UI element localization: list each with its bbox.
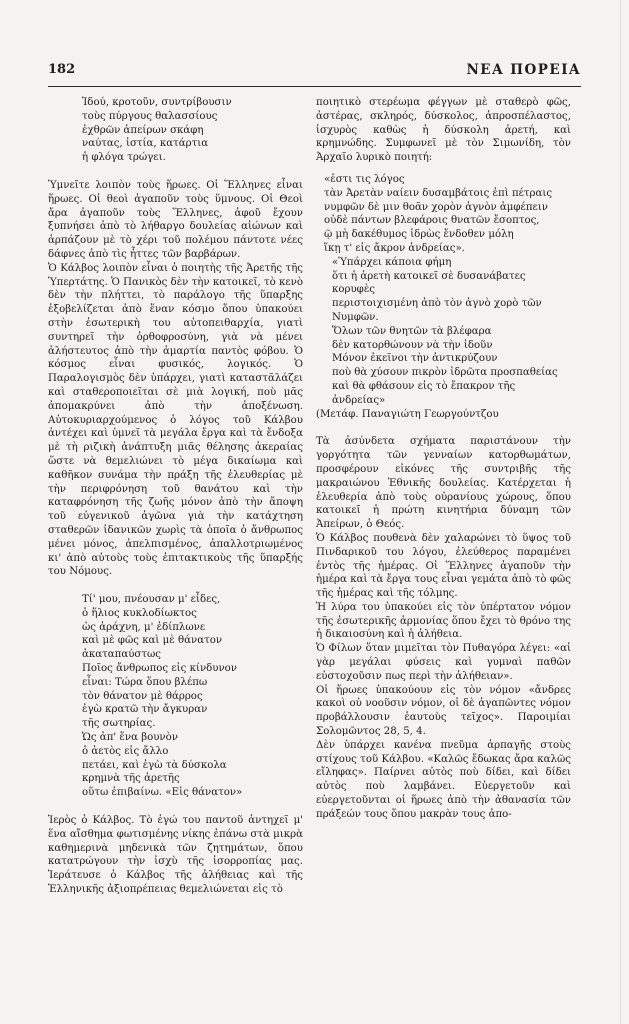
verse-excerpt-1: Ἰδού, κροτοῦν, συντρίβουσιν τοὺς πύργους θαλασσίους ἐχθρῶν ἀπείρων σκάφη ναύτας, ἱστία, κατάρτια ἡ φλόγα τρώγει. (82, 97, 232, 164)
right-column (316, 96, 571, 822)
simonides-translation: «Ὑπάρχει κάποια φήμη ὅτι ἡ ἀρετὴ κατοικεῖ σὲ δυσανάβατες κορυφὲς περιστοιχισμένη ἀπὸ τὸν ἁγνὸ χορὸ τῶν Νυμφῶν. Ὅλων τῶν θνητῶν τὰ βλέφαρα δὲν κατορθώνουν νὰ τὴν ἰδοῦν Μόνον ἐκεῖνοι τὴν ἀντικρύζουν ποὺ θὰ χύσουν πικρὸν ἱδρῶτα προσπαθείας καὶ θὰ φθάσουν εἰς τὸ ἔπακρον τῆς ἀνδρείας» (332, 256, 558, 406)
simonides-quote: «ἐστι τις λόγος τὰν Ἀρετὰν ναίειν δυσαμβάτοις ἐπὶ πέτραις νυμφῶν δὲ μιν θοᾶν χορὸν ἁγνὸν ἀμφέπειν οὐδὲ πάντων βλεφάροις θνατῶν ἔσοπτος, ῷ μὴ δακέθυμος ἱδρὼς ἔνδοθεν μόλη ἵκῃ τ' εἰς ἄκρον ἀνδρείας». (324, 173, 553, 254)
paragraph-pindaric: Ὁ Κάλβος πουθενὰ δὲν χαλαρώνει τὸ ὕψος τοῦ Πινδαρικοῦ του λόγου, ἐλεύθερος παραμένει ἐντὸς τῆς ἡμέρας. Οἱ Ἕλληνες ἀγαποῦν τὴν ἡμέρα καὶ τὰ ἔργα τους εἶναι γεμάτα ἀπὸ τὸ φῶς τῆς ἡμέρας καὶ τῆς τόλμης. (316, 532, 571, 600)
paragraph-kalvos-virtue: Ὁ Κάλβος λοιπὸν εἶναι ὁ ποιητὴς τῆς Ἀρετῆς τῆς Ὑπερτάτης. Ὁ Πανικὸς δὲν τὴν κατοικεῖ, τὸ κενὸ δὲν τὴν πλήττει, τὸ παράλογο τῆς ὕπαρξης ἐξοβελίζεται ἀπὸ ἕναν κόσμο ὅπου ὑπακούει στὴν ἐσωτερικὴ του αὐτοπειθαρχία, γιατὶ συντηρεῖ τὴν ὀρθοφροσύνη, γιὰ νὰ μένει ἀλήστευτος ἀπὸ τὴν ἁμαρτία παντὸς φόβου. Ὁ κόσμος εἶναι φυσικός, λογικός. Ὁ Παραλογισμὸς δὲν ὑπάρχει, γιατὶ καταστᾶλάζει καὶ σταθεροποιεῖται σὲ μιὰ λογική, ποὺ μᾶς ἀπομακρύνει ἀπὸ τὴν ἀποξένωση. Αὐτοκυριαρχούμενος ὁ λόγος τοῦ Κάλβου ἀντέχει καὶ ὑμνεῖ τὰ μεγάλα ἔργα καὶ τὰ ἔνδοξα μὲ τὴ ριζικὴ ἀνάπτυξη μιᾶς θέλησης ἀκεραίας ὥστε νὰ θεμελιώνει τὸ μέγα δικαίωμα καὶ καθῆκον συνάμα τὴν πράξη τῆς ἐλευθερίας μὲ τὴν περιφρόνηση τοῦ θανάτου καὶ τὴν καταφρόνηση τῆς ζωῆς μόνον ἀπὸ τὴν ἄποψη τοῦ εὐγενικοῦ ἀγῶνα γιὰ τὴν κατάχτηση σταθερῶν ἰδανικῶν χωρὶς τὰ ὁποῖα ὁ ἄνθρωπος μένει μόνος, ἀπελπισμένος, ἀπαλλοτριωμένος κι' ἀπὸ αὐτοὺς τοὺς ἐπιτακτικοὺς τῆς ὕπαρξής του Νόμους. (48, 262, 303, 578)
paragraph-heroes: Ὑμνεῖτε λοιπὸν τοὺς ἥρωες. Οἱ Ἕλληνες εἶναι ἥρωες. Οἱ θεοὶ ἀγαποῦν τοὺς ὕμνους. Οἱ Θεοὶ ἄρα ἀγαποῦν τοὺς Ἕλληνες, ἀφοῦ ἔχουν ξυπνήσει ἀπὸ τὸ λήθαργο δουλείας αἰώνων καὶ ἁρπάζουν μὲ τὸ χέρι τοῦ πολέμου πάντοτε νέες δάφνες ἀπὸ τὶς ἧττες τῶν βαρβάρων. (48, 179, 303, 260)
paragraph-sacred-kalvos: Ἱερὸς ὁ Κάλβος. Τὸ ἐγώ του παντοῦ ἀντηχεῖ μ' ἕνα αἴσθημα φωτισμένης νίκης ἐπάνω στὰ μικρὰ καθημερινὰ μηδενικὰ τῶν ζητημάτων, ὅπου κατατρώγουν τὴν ἰσχὺ τῆς ἰσορροπίας μας. Ἱεράτευσε ὁ Κάλβος τῆς ἀλήθειας καὶ τῆς Ἑλληνικῆς ἀξιοπρέπειας θεμελιώνεται εἰς τὸ (48, 815, 303, 896)
verse-excerpt-death: Τί' μου, πνέουσαν μ' εἶδες, ὁ ἥλιος κυκλοδίωκτος ὡς ἀράχνη, μ' ἐδίπλωνε καὶ μὲ φῶς καὶ μὲ θάνατον ἀκαταπαύστως Ποῖος ἄνθρωπος εἰς κίνδυνον εἶναι: Τώρα ὅπου βλέπω τὸν θάνατον μὲ θάρρος ἐγὼ κρατῶ τὴν ἄγκυραν τῆς σωτηρίας. Ὡς ἀπ' ἕνα βουνὸν ὁ ἀετὸς εἰς ἄλλο πετάει, καὶ ἐγὼ τὰ δύσκολα κρημνὰ τῆς ἀρετῆς οὕτω ἐπιβαίνω. «Εἰς θάνατον» (82, 594, 243, 799)
translator-credit: (Μετάφ. Παναγιώτη Γεωργούντζου (316, 408, 499, 420)
running-title: ΝΕΑ ΠΟΡΕΙΑ (466, 62, 581, 78)
paragraph-poetic-firmament: ποιητικὸ στερέωμα φέγγων μὲ σταθερὸ φῶς, ἀστέρας, σκληρός, δύσκολος, ἀπροσπέλαστος, ἰσχυρὸς καθὼς ἡ δύσκολη ἀρετή, καὶ κρημνώδης. Συμφωνεῖ μὲ τὸν Σιμωνίδη, τὸν Ἀρχαῖο λυρικὸ ποιητή: (316, 97, 571, 164)
paragraph-heroes-law: Οἱ ἥρωες ὑπακούουν εἰς τὸν νόμον «ἄνδρες κακοὶ οὐ νοοῦσιν νόμον, οἱ δὲ ἀγαπῶντες νόμον προβάλλουσιν ἑαυτοὺς τεῖχος». Παροιμίαι Σολομῶντος 28, 5, 4. (316, 684, 571, 738)
page-header (48, 62, 581, 84)
left-column (48, 96, 303, 897)
paragraph-philo: Ὁ Φίλων ὅταν μιμεῖται τὸν Πυθαγόρα λέγει: «αἱ γὰρ μεγάλαι φύσεις καὶ γυμναὶ παθῶν εὐστοχοῦσιν πως περὶ τὴν ἀλήθειαν». (316, 643, 571, 682)
paragraph-asyndeton: Τὰ ἀσύνδετα σχήματα παριστάνουν τὴν γοργότητα τῶν γενναίων κατορθωμάτων, προσφέρουν εἰκόνες τῆς συντριβῆς τῆς μακραιώνου Ἐθνικῆς δουλείας. Κατέρχεται ἡ ἐλευθερία ἀπὸ τοὺς οὐρανίους χώρους, ὅπου κατοικεῖ ἡ πρώτη κινητήρια δύναμη τῶν Ἀπείρων, ὁ Θεός. (316, 436, 571, 531)
page-edge (620, 0, 621, 1024)
paragraph-lyre: Ἡ λύρα του ὑπακούει εἰς τὸν ὑπέρτατον νόμον τῆς ἐσωτερικῆς ἁρμονίας ὅπου ἔχει τὸ θρόνο της ἡ δικαιοσύνη καὶ ἡ ἀλήθεια. (316, 601, 571, 641)
header-rule (48, 86, 581, 87)
page-number: 182 (48, 62, 76, 77)
paragraph-giving: Δὲν ὑπάρχει κανένα πνεῦμα ἁρπαγῆς στοὺς στίχους τοῦ Κάλβου. «Καλῶς ἔδωκας ἄρα καλῶς εἴληφας». Παίρνει αὐτὸς ποὺ δίδει, καὶ δίδει αὐτὸς ποὺ λαμβάνει. Εὐεργετοῦν καὶ εὐεργετοῦνται οἱ ἥρωες ἀπὸ τὴν ἀθανασία τῶν πράξεών τους ὅπου μακρὰν τους ἀπο- (316, 739, 571, 820)
